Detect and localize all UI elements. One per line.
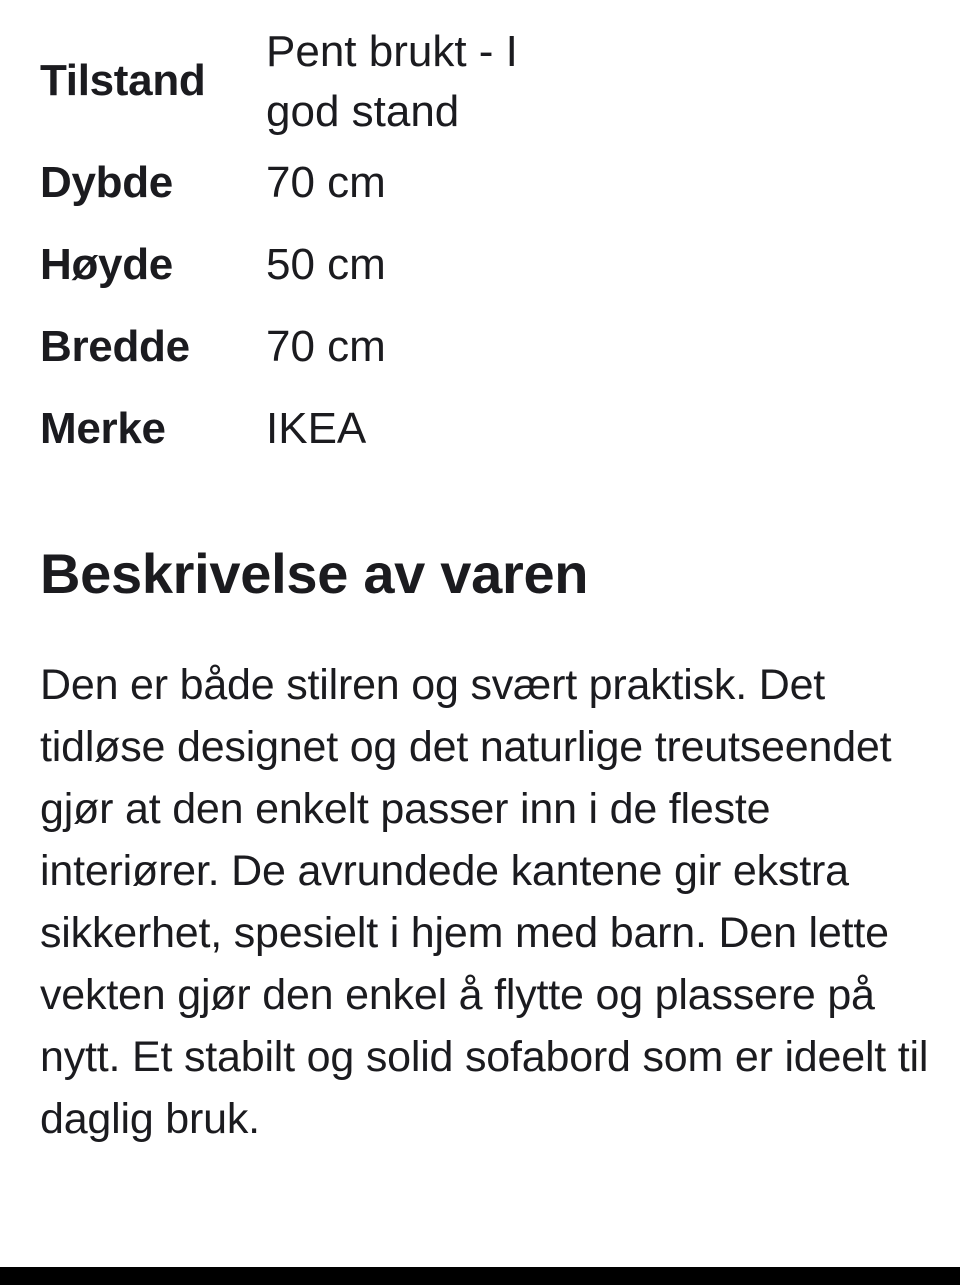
spec-value-width: 70 cm (266, 322, 386, 371)
spec-row-height (40, 224, 920, 306)
spec-row-brand (40, 388, 920, 470)
spec-row-condition (40, 22, 920, 142)
spec-label-width: Bredde (40, 322, 190, 371)
spec-label-depth: Dybde (40, 158, 173, 207)
spec-value-depth: 70 cm (266, 158, 386, 207)
spec-label-brand: Merke (40, 404, 166, 453)
spec-row-depth (40, 142, 920, 224)
spec-value-condition: Pent brukt - I god stand (266, 27, 518, 136)
spec-row-width (40, 306, 920, 388)
spec-label-condition: Tilstand (40, 56, 206, 105)
spec-value-height: 50 cm (266, 240, 386, 289)
product-specs (40, 22, 920, 470)
spec-label-height: Høyde (40, 240, 173, 289)
description-title: Beskrivelse av varen (40, 542, 589, 605)
spec-value-brand: IKEA (266, 404, 367, 453)
bottom-bar (0, 1267, 960, 1285)
description-text: Den er både stilren og svært praktisk. Det tidløse designet og det naturlige treutseendet gjør at den enkelt passer inn i de fleste interiører. De avrundede kantene gir ekstra sikkerhet, spesielt i hjem med barn. Den lette vekten gjør den enkel å flytte og plassere på nytt. Et stabilt og solid sofabord som er ideelt til daglig bruk. (40, 661, 929, 1143)
